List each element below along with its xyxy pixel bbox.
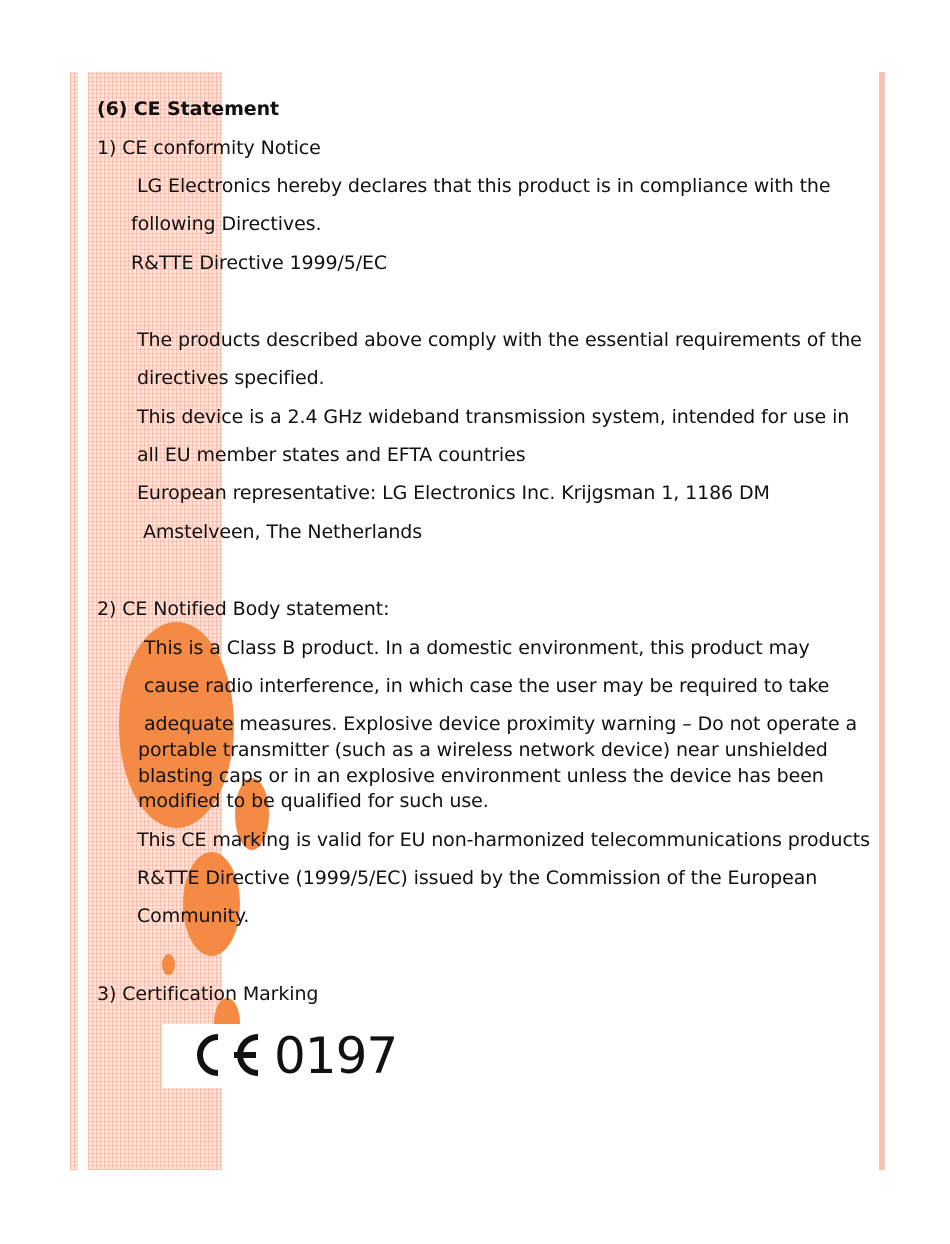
section2-line: This CE marking is valid for EU non-harmonized telecommunications products [137, 829, 870, 851]
section2-line: adequate measures. Explosive device proximity warning – Do not operate a [144, 713, 858, 735]
section2-line: This is a Class B product. In a domestic environment, this product may [144, 637, 810, 659]
notified-body-number: 0197 [274, 1027, 398, 1085]
section2-line: R&TTE Directive (1999/5/EC) issued by the Commission of the European [137, 867, 818, 889]
section2-line: blasting caps or in an explosive environment unless the device has been [138, 765, 824, 787]
section1-title: 1) CE conformity Notice [97, 137, 321, 159]
section2-line: modified to be qualified for such use. [138, 790, 489, 812]
section2-title: 2) CE Notified Body statement: [97, 598, 390, 620]
section-heading: (6) CE Statement [97, 98, 279, 120]
section1-paragraph-line: This device is a 2.4 GHz wideband transmission system, intended for use in [137, 406, 850, 428]
section1-paragraph-line: directives specified. [137, 367, 325, 389]
ce-certification-mark [162, 1024, 396, 1088]
section1-line: following Directives. [131, 213, 322, 235]
section2-line: Community. [137, 905, 250, 927]
section2-line: cause radio interference, in which case the user may be required to take [144, 675, 830, 697]
section1-line: LG Electronics hereby declares that this product is in compliance with the [137, 175, 831, 197]
ce-logo-icon [186, 1033, 266, 1077]
section1-paragraph-line: European representative: LG Electronics Inc. Krijgsman 1, 1186 DM [137, 482, 770, 504]
section1-paragraph-line: Amstelveen, The Netherlands [143, 521, 423, 543]
section1-paragraph-line: The products described above comply with the essential requirements of the [137, 329, 862, 351]
section1-line: R&TTE Directive 1999/5/EC [131, 252, 388, 274]
section2-line: portable transmitter (such as a wireless network device) near unshielded [138, 739, 828, 761]
section1-paragraph-line: all EU member states and EFTA countries [137, 444, 526, 466]
section3-title: 3) Certification Marking [97, 983, 319, 1005]
